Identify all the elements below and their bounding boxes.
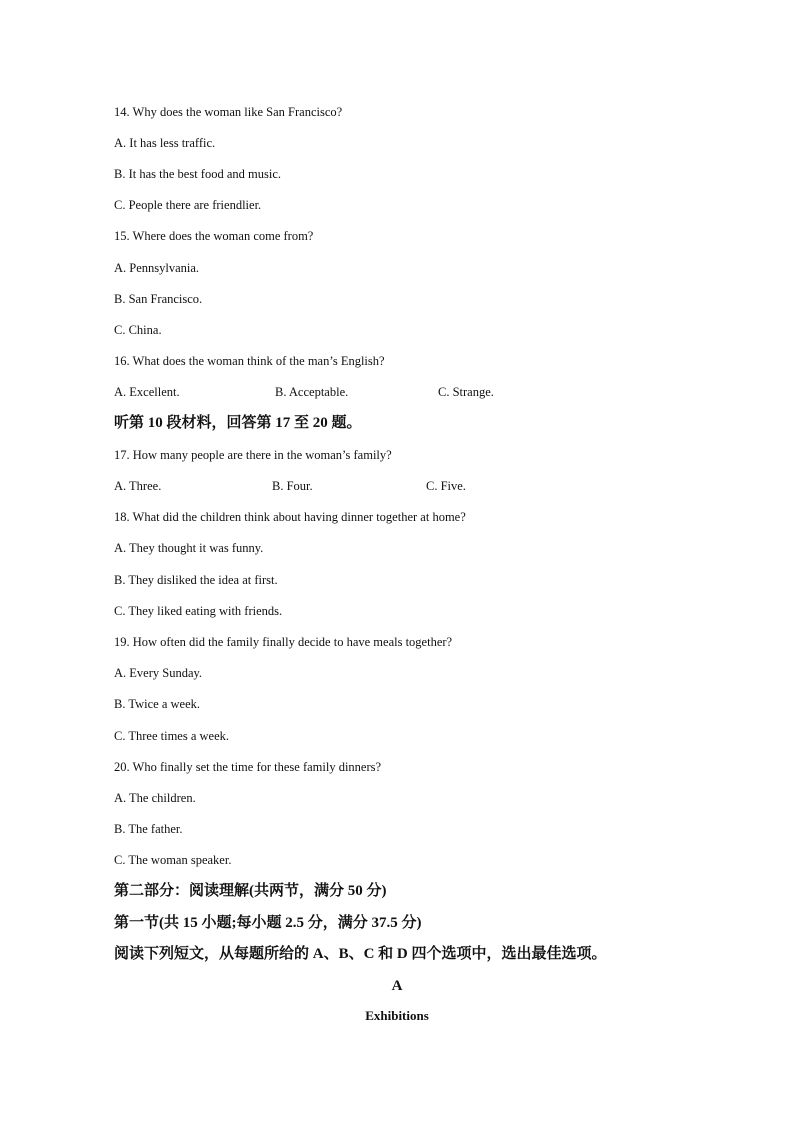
q14-option-a: A. It has less traffic. <box>114 136 216 150</box>
q18-option-a: A. They thought it was funny. <box>114 541 264 555</box>
q20-option-b: B. The father. <box>114 822 183 836</box>
q18-option-c: C. They liked eating with friends. <box>114 604 283 618</box>
q16-options-row <box>114 384 674 400</box>
question-18: 18. What did the children think about having dinner together at home? <box>114 510 466 524</box>
q14-option-b: B. It has the best food and music. <box>114 167 281 181</box>
reading-instruction: 阅读下列短文，从每题所给的 A、B、C 和 D 四个选项中，选出最佳选项。 <box>114 946 607 962</box>
question-16: 16. What does the woman think of the man’s English? <box>114 354 385 368</box>
q20-option-c: C. The woman speaker. <box>114 853 232 867</box>
q16-option-c: C. Strange. <box>438 385 494 399</box>
q18-option-b: B. They disliked the idea at first. <box>114 573 278 587</box>
q15-option-b: B. San Francisco. <box>114 292 203 306</box>
q19-option-b: B. Twice a week. <box>114 697 201 711</box>
q17-option-a: A. Three. <box>114 479 162 493</box>
question-14: 14. Why does the woman like San Francisco? <box>114 105 343 119</box>
passage-title: Exhibitions <box>365 1008 429 1023</box>
q17-option-b: B. Four. <box>272 479 313 493</box>
q20-option-a: A. The children. <box>114 791 196 805</box>
question-17: 17. How many people are there in the woman’s family? <box>114 448 392 462</box>
q19-option-c: C. Three times a week. <box>114 729 230 743</box>
section-1-heading: 第一节(共 15 小题;每小题 2.5 分，满分 37.5 分) <box>114 915 422 931</box>
q17-options-row <box>114 478 674 494</box>
question-15: 15. Where does the woman come from? <box>114 229 314 243</box>
q16-option-b: B. Acceptable. <box>275 385 349 399</box>
q19-option-a: A. Every Sunday. <box>114 666 203 680</box>
part-2-heading: 第二部分：阅读理解(共两节，满分 50 分) <box>114 883 387 899</box>
question-19: 19. How often did the family finally decide to have meals together? <box>114 635 453 649</box>
q15-option-c: C. China. <box>114 323 162 337</box>
passage-letter: A <box>391 978 403 994</box>
section-10-heading: 听第 10 段材料，回答第 17 至 20 题。 <box>114 415 362 431</box>
q14-option-c: C. People there are friendlier. <box>114 198 262 212</box>
q17-option-c: C. Five. <box>426 479 466 493</box>
q16-option-a: A. Excellent. <box>114 385 180 399</box>
q15-option-a: A. Pennsylvania. <box>114 261 200 275</box>
question-20: 20. Who finally set the time for these family dinners? <box>114 760 382 774</box>
